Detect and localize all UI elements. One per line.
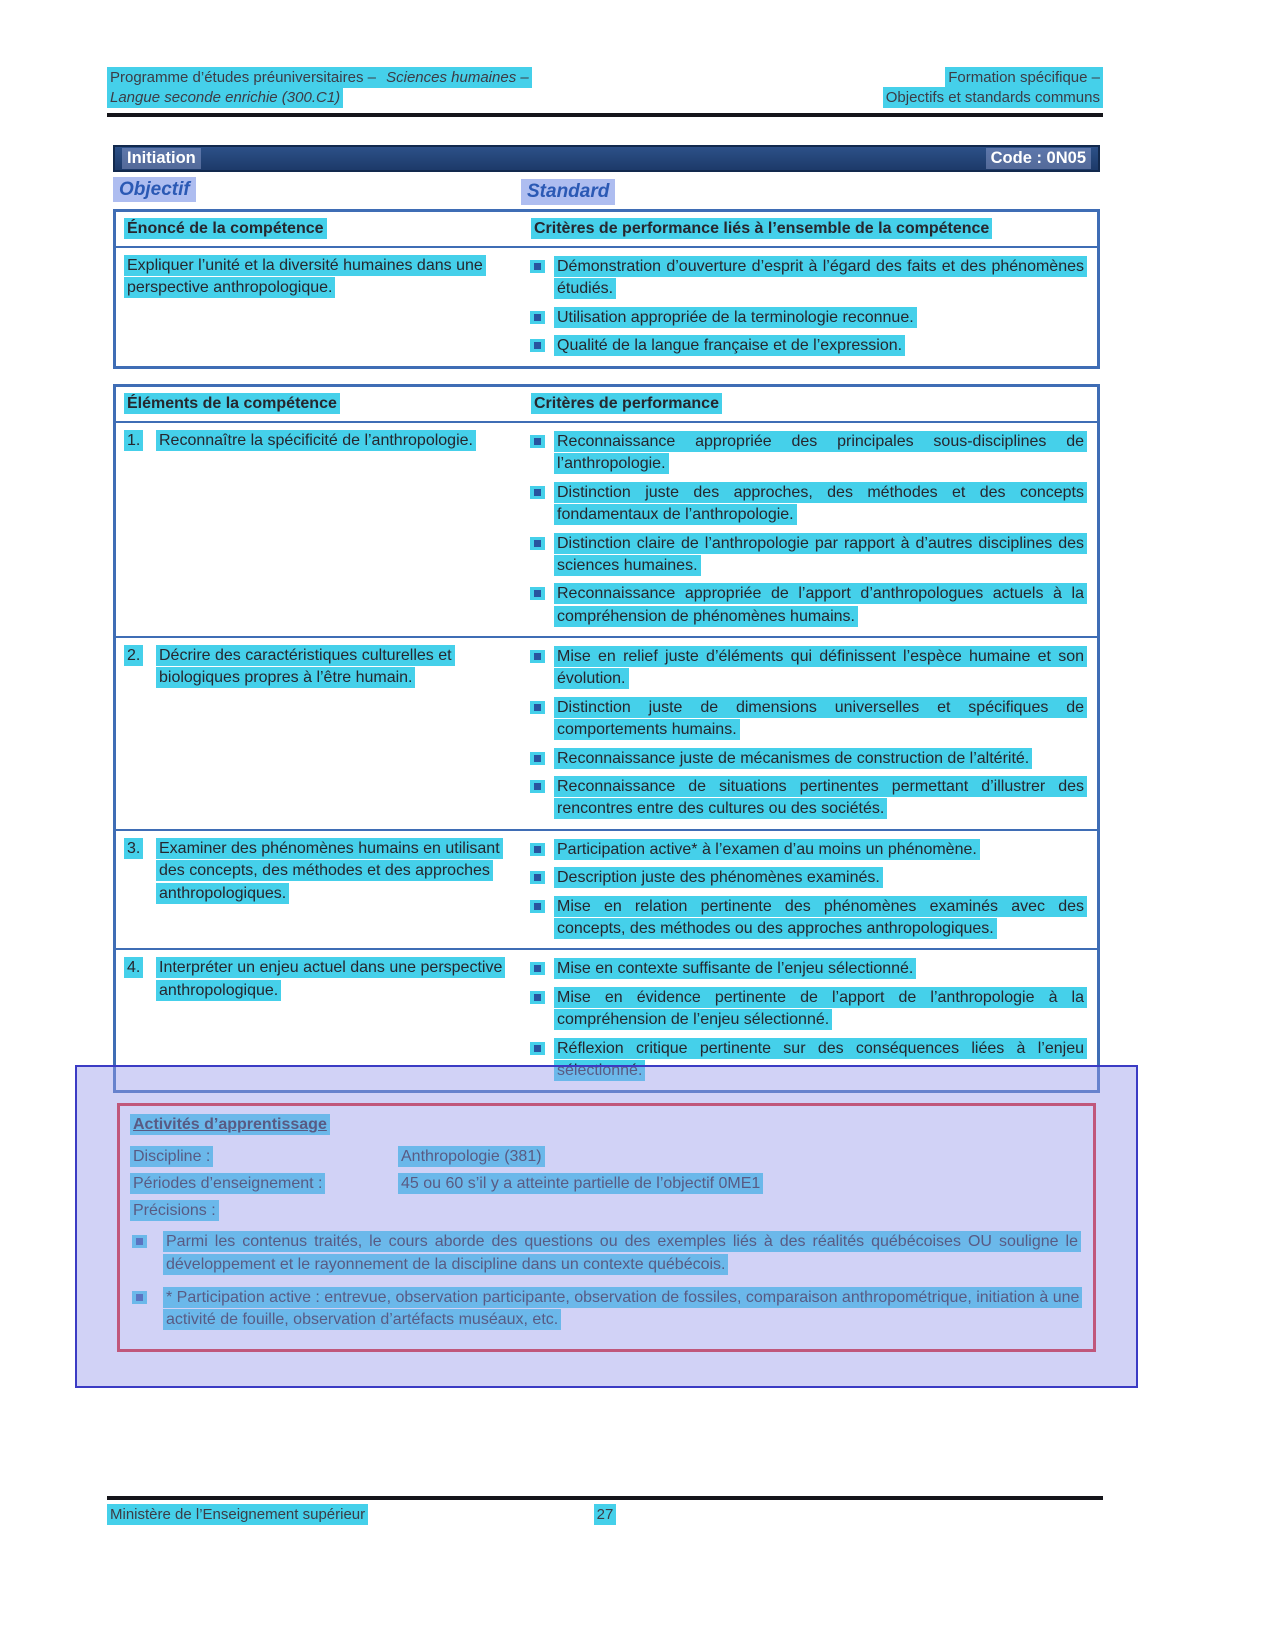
criterion-text: Reconnaissance appropriée des principales sous-disciplines de l’anthropologie. xyxy=(554,431,1087,474)
page-content xyxy=(107,68,1103,1388)
elements-table-header xyxy=(116,387,1097,423)
criterion-text: Reconnaissance juste de mécanismes de construction de l’altérité. xyxy=(554,748,1032,769)
table2-header-right: Critères de performance xyxy=(531,393,722,414)
header-right xyxy=(883,68,1103,108)
criterion-item xyxy=(530,839,1087,861)
activities-section xyxy=(117,1103,1096,1352)
discipline-label: Discipline : xyxy=(130,1146,213,1167)
table2-header-left: Éléments de la compétence xyxy=(124,393,340,414)
table2-header-left-cell xyxy=(116,387,523,421)
header-program-text: Programme d’études préuniversitaires – xyxy=(107,67,383,88)
bullet-icon xyxy=(132,1291,147,1304)
element-row-3 xyxy=(116,831,1097,951)
criteria-cell xyxy=(523,831,1097,949)
criterion-item xyxy=(530,867,1087,889)
criterion-text: Distinction claire de l’anthropologie par rapport à d’autres disciplines des sciences humaines. xyxy=(554,533,1087,576)
table1-header-right-cell xyxy=(523,212,1097,246)
criterion-text: Reconnaissance appropriée de l’apport d’anthropologues actuels à la compréhension de phénomènes humains. xyxy=(554,583,1087,626)
criterion-item xyxy=(530,958,1087,980)
bullet-icon xyxy=(530,537,545,550)
criteria-cell xyxy=(523,248,1097,366)
element-text: Examiner des phénomènes humains en utilisant des concepts, des méthodes et des approches anthropologiques. xyxy=(156,838,503,904)
criterion-text: Distinction juste de dimensions universelles et spécifiques de comportements humains. xyxy=(554,697,1087,740)
unit-code: Code : 0N05 xyxy=(986,148,1091,169)
criterion-text: Démonstration d’ouverture d’esprit à l’égard des faits et des phénomènes étudiés. xyxy=(554,256,1087,299)
elements-table xyxy=(113,384,1100,1094)
criterion-text: Reconnaissance de situations pertinentes permettant d’illustrer des rencontres entre des cultures ou des sociétés. xyxy=(554,776,1087,819)
criterion-item xyxy=(530,896,1087,941)
element-text: Interpréter un enjeu actuel dans une perspective anthropologique. xyxy=(156,957,505,1000)
element-row-2 xyxy=(116,638,1097,831)
precisions-row xyxy=(130,1202,1081,1220)
bullet-icon xyxy=(530,650,545,663)
criterion-text: Description juste des phénomènes examinés. xyxy=(554,867,883,888)
element-number: 4. xyxy=(124,957,143,978)
objectif-standard-row xyxy=(113,179,1100,205)
bullet-icon xyxy=(530,871,545,884)
table1-header-right: Critères de performance liés à l’ensemble de la compétence xyxy=(531,218,992,239)
element-number: 2. xyxy=(124,645,143,666)
discipline-value: Anthropologie (381) xyxy=(398,1146,545,1167)
bullet-icon xyxy=(530,962,545,975)
objective-unit xyxy=(113,145,1100,1388)
note-text: * Participation active : entrevue, observation participante, observation de fossiles, comparaison anthropométrique, initiation à une activité de fouille, observation d’artéfacts muséaux, etc. xyxy=(163,1287,1082,1330)
header-left-line2 xyxy=(107,88,532,108)
criterion-item xyxy=(530,987,1087,1032)
precision-note xyxy=(130,1231,1081,1276)
criterion-item xyxy=(530,533,1087,578)
header-rule xyxy=(107,113,1103,117)
activities-title-row xyxy=(130,1116,1081,1134)
discipline-row xyxy=(130,1148,1081,1166)
criterion-item xyxy=(530,776,1087,821)
criterion-item xyxy=(530,307,1087,329)
bullet-icon xyxy=(530,991,545,1004)
element-number: 1. xyxy=(124,430,143,451)
criterion-text: Utilisation appropriée de la terminologie reconnue. xyxy=(554,307,917,328)
criterion-text: Mise en relation pertinente des phénomènes examinés avec des concepts, des méthodes ou des approches anthropologiques. xyxy=(554,896,1087,939)
criterion-text: Distinction juste des approches, des méthodes et des concepts fondamentaux de l’anthropologie. xyxy=(554,482,1087,525)
criteria-cell xyxy=(523,423,1097,636)
ministry-name: Ministère de l’Enseignement supérieur xyxy=(107,1504,368,1525)
table1-header-left-cell xyxy=(116,212,523,246)
objectif-column xyxy=(113,179,521,205)
unit-title-bar xyxy=(113,145,1100,172)
bullet-icon xyxy=(530,701,545,714)
bullet-icon xyxy=(132,1235,147,1248)
criterion-text: Réflexion critique pertinente sur des conséquences liées à l’enjeu sélectionné. xyxy=(554,1038,1087,1081)
criterion-item xyxy=(530,646,1087,691)
header-left-line1 xyxy=(107,68,532,88)
bullet-icon xyxy=(530,587,545,600)
header-program-italic: Sciences humaines – xyxy=(383,67,532,88)
competence-table xyxy=(113,209,1100,369)
objectif-heading: Objectif xyxy=(113,177,196,202)
bullet-icon xyxy=(530,843,545,856)
statement-text: Expliquer l’unité et la diversité humaines dans une perspective anthropologique. xyxy=(124,255,486,298)
bullet-icon xyxy=(530,1042,545,1055)
header-left xyxy=(107,68,532,108)
periods-value: 45 ou 60 s’il y a atteinte partielle de l’objectif 0ME1 xyxy=(398,1173,763,1194)
criterion-item xyxy=(530,748,1087,770)
element-text: Reconnaître la spécificité de l’anthropologie. xyxy=(156,430,476,451)
page-header xyxy=(107,68,1103,108)
criterion-item xyxy=(530,431,1087,476)
bullet-icon xyxy=(530,311,545,324)
competence-table-header xyxy=(116,212,1097,248)
criterion-item xyxy=(530,583,1087,628)
bullet-icon xyxy=(530,900,545,913)
element-cell xyxy=(116,831,523,949)
unit-title: Initiation xyxy=(122,148,201,169)
statement-cell xyxy=(116,248,523,366)
criterion-item xyxy=(530,482,1087,527)
criterion-item xyxy=(530,256,1087,301)
bullet-icon xyxy=(530,260,545,273)
criterion-text: Mise en évidence pertinente de l’apport de l’anthropologie à la compréhension de l’enjeu sélectionné. xyxy=(554,987,1087,1030)
criterion-text: Qualité de la langue française et de l’expression. xyxy=(554,335,905,356)
header-right-line1: Formation spécifique – xyxy=(883,68,1103,88)
spacer xyxy=(113,369,1100,381)
bullet-icon xyxy=(530,486,545,499)
bullet-icon xyxy=(530,435,545,448)
table2-header-right-cell xyxy=(523,387,1097,421)
note-text: Parmi les contenus traités, le cours aborde des questions ou des exemples liés à des réalités québécoises OU souligne le développement et le rayonnement de la discipline dans un contexte québécois. xyxy=(163,1231,1081,1274)
header-program-line2: Langue seconde enrichie (300.C1) xyxy=(107,87,343,108)
header-right-line2: Objectifs et standards communs xyxy=(883,88,1103,108)
element-cell xyxy=(116,638,523,829)
criterion-item xyxy=(530,697,1087,742)
competence-row xyxy=(116,248,1097,366)
criterion-text: Mise en contexte suffisante de l’enjeu sélectionné. xyxy=(554,958,916,979)
element-cell xyxy=(116,423,523,636)
precision-note xyxy=(130,1287,1081,1332)
page-footer xyxy=(107,1496,1103,1523)
annotation-overlay xyxy=(75,1065,1138,1388)
element-row-1 xyxy=(116,423,1097,638)
criterion-text: Participation active* à l’examen d’au moins un phénomène. xyxy=(554,839,980,860)
bullet-icon xyxy=(530,752,545,765)
page-number: 27 xyxy=(594,1504,617,1525)
standard-heading: Standard xyxy=(521,179,615,205)
element-text: Décrire des caractéristiques culturelles et biologiques propres à l’être humain. xyxy=(156,645,455,688)
element-number: 3. xyxy=(124,838,143,859)
activities-title: Activités d’apprentissage xyxy=(130,1114,330,1135)
precisions-label: Précisions : xyxy=(130,1200,219,1221)
criteria-cell xyxy=(523,638,1097,829)
periods-label: Périodes d’enseignement : xyxy=(130,1173,325,1194)
periods-row xyxy=(130,1175,1081,1193)
criterion-text: Mise en relief juste d’éléments qui définissent l’espèce humaine et son évolution. xyxy=(554,646,1087,689)
table1-header-left: Énoncé de la compétence xyxy=(124,218,327,239)
criterion-item xyxy=(530,335,1087,357)
bullet-icon xyxy=(530,339,545,352)
bullet-icon xyxy=(530,780,545,793)
statement-paragraph xyxy=(124,255,511,300)
